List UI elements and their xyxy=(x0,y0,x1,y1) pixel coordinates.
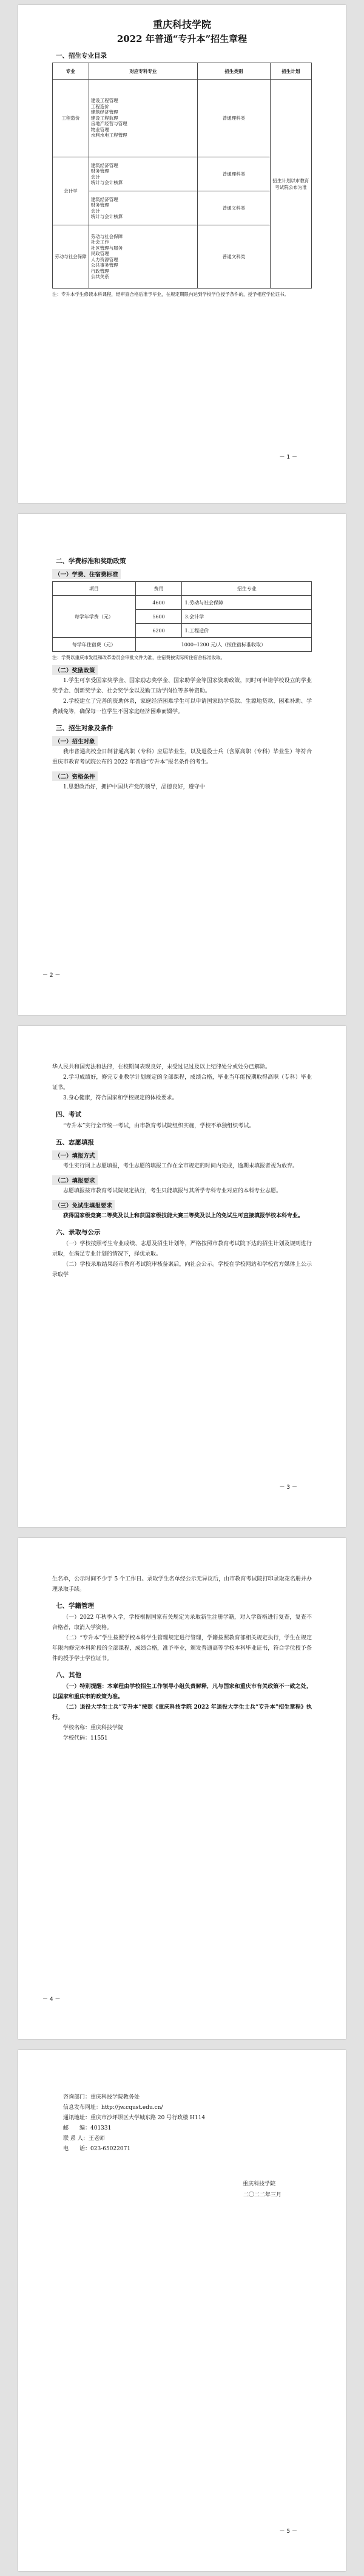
paragraph: 华人民共和国宪法和法律，在校期间表现良好，未受过记过及以上纪律处分或处分已解除。 xyxy=(52,1064,271,1070)
fee-major: 3.会计学 xyxy=(182,610,312,624)
fee-value: 6200 xyxy=(135,624,182,638)
spec-item: 社会工作 xyxy=(90,239,109,245)
paragraph: （一）学校按照考生专业成绩、志愿及招生计划等，严格按照市教育考试院下达的招生计划及规则进行录取，在满足专业计划的情况下，择优录取。 xyxy=(52,1241,312,1257)
section-3-heading: 三、招生对象及条件 xyxy=(56,725,113,732)
header-major: 专业 xyxy=(53,63,89,80)
paragraph: 获得国家级竞赛二等奖及以上和获国家级技能大赛三等奖及以上的免试生可直接填报学校本科专业。 xyxy=(63,1213,304,1219)
header-plan: 招生计划 xyxy=(270,63,311,80)
signature-org: 重庆科技学院 xyxy=(242,2181,275,2187)
fee-value: 5600 xyxy=(135,610,182,624)
paragraph: （二）“专升本”学生按照学校本科学生管理规定进行管理，学籍按照教育部相关规定执行，学生在规定年限内修完本科阶段的全部课程，成绩合格，准予毕业，颁发普通高等学校本科毕业证书，符合学位授予条件的授予学士学位证书。 xyxy=(52,1635,312,1662)
row-category: 普通文科类 xyxy=(198,225,271,289)
paragraph: 1.学生可享受国家奖学金、国家励志奖学金、国家助学金等国家资助政策，同时可申请学校设立的学业奖学金、创新奖学金、社会奖学金以及勤工助学岗位等多种资助。 xyxy=(52,678,312,694)
page-number: － 3 － xyxy=(279,1484,297,1491)
contact-line: 咨询部门：重庆科技学院教务处 xyxy=(63,2094,140,2100)
section-2-heading: 二、学费标准和奖助政策 xyxy=(56,558,126,565)
document-subtitle: 2022 年普通“专升本”招生章程 xyxy=(116,33,248,44)
spec-item: 统计与会计核算 xyxy=(90,180,123,185)
spec-item: 房地产经营与管理 xyxy=(90,121,127,127)
page-number: － 5 － xyxy=(279,2529,297,2535)
header-spec: 对应专科专业 xyxy=(89,63,197,80)
document-title: 重庆科技学院 xyxy=(152,19,211,30)
section-7-heading: 七、学籍管理 xyxy=(56,1602,94,1610)
contact-line: 信息发布网址：http://jw.cqust.edu.cn/ xyxy=(63,2105,163,2111)
page-number: － 2 － xyxy=(42,972,61,979)
section-6-heading: 六、录取与公示 xyxy=(56,1229,101,1236)
spec-item: 工程造价 xyxy=(90,103,109,109)
spec-item: 建设工程监理 xyxy=(90,115,118,121)
spec-item: 民政管理 xyxy=(90,251,109,256)
page-2 xyxy=(18,514,346,1015)
subheading-aid: （二）奖励政策 xyxy=(52,665,98,675)
row-major: 会计学 xyxy=(53,157,89,225)
row-major: 工程造价 xyxy=(53,80,89,157)
spec-item: 建筑经济管理 xyxy=(90,162,118,168)
row-spec-list xyxy=(89,225,197,289)
paragraph: （二）退役大学生士兵“专升本”按照《重庆科技学院 2022 年退役大学生士兵“专升本”招生章程》执行。 xyxy=(52,1704,312,1721)
school-code: 学校代码：11551 xyxy=(63,1735,108,1741)
fee-note: 注：学费以重庆市发展和改革委员会审批文件为准，住宿费按实际所住宿舍标准收取。 xyxy=(52,655,225,660)
signature-date: 二〇二二年三月 xyxy=(243,2192,281,2198)
spec-item: 会计 xyxy=(90,174,100,180)
table-note: 注：专升本学生修读本科课程，经审查合格后准予毕业，在规定期限内达到学校学位授予条件的，授予相应学位证书。 xyxy=(52,292,289,297)
fee-major: 1.工程造价 xyxy=(182,624,312,638)
row-spec-list xyxy=(89,157,197,191)
page-1 xyxy=(18,5,346,503)
spec-item: 建筑经济管理 xyxy=(90,109,118,115)
header-category: 招生类别 xyxy=(198,63,271,80)
spec-item: 公共事务管理 xyxy=(90,262,118,268)
fee-header-cost: 费用 xyxy=(135,582,182,596)
subheading-exempt: （三）免试生填报要求 xyxy=(52,1200,115,1210)
row-spec-list xyxy=(89,80,197,157)
spec-item: 人力资源管理 xyxy=(90,256,118,262)
table-row xyxy=(53,80,312,157)
table-row xyxy=(53,596,312,610)
page-3 xyxy=(18,1026,346,1527)
spec-item: 物业管理 xyxy=(90,126,109,132)
spec-item: 公共关系 xyxy=(90,274,109,279)
spec-item: 水利水电工程管理 xyxy=(90,132,127,138)
row-category: 普通理科类 xyxy=(198,80,271,157)
fee-value: 4600 xyxy=(135,596,182,610)
paragraph: “专升本”实行全市统一考试，由市教育考试院组织实施，学校不单独组织考试。 xyxy=(63,1123,255,1129)
contact-line: 联 系 人：王老师 xyxy=(63,2136,105,2142)
fee-row-label: 每学年学费（元） xyxy=(53,596,136,638)
paragraph: 2.学校建立了完善的资助体系，家庭经济困难学生可以申请国家助学贷款、生源地贷款、困难补助、学费减免等，确保每一位学生不因家庭经济困难而辍学。 xyxy=(52,699,312,715)
spec-item: 统计与会计核算 xyxy=(90,214,123,219)
row-category: 普通理科类 xyxy=(198,157,271,191)
page-number: － 4 － xyxy=(42,1997,61,2003)
dorm-fee: 1000--1200 元/人（按住宿标准收取） xyxy=(135,638,311,652)
dorm-label: 每学年住宿费（元） xyxy=(53,638,136,652)
spec-item: 会计 xyxy=(90,208,100,214)
spec-item: 财务管理 xyxy=(90,202,109,208)
school-name: 学校名称：重庆科技学院 xyxy=(63,1725,124,1731)
contact-line: 通讯地址：重庆市沙坪坝区大学城东路 20 号行政楼 H114 xyxy=(63,2115,206,2121)
section-1-heading: 一、招生专业目录 xyxy=(56,52,107,60)
page-number: － 1 － xyxy=(279,454,297,460)
contact-line: 邮 编：401331 xyxy=(63,2125,112,2131)
section-8-heading: 八、其他 xyxy=(56,1672,81,1679)
spec-item: 建设工程管理 xyxy=(90,98,118,104)
page-4 xyxy=(18,1538,346,2039)
fee-table-header xyxy=(53,582,312,596)
table-row xyxy=(53,638,312,652)
row-category: 普通文科类 xyxy=(198,191,271,225)
row-spec-list xyxy=(89,191,197,225)
fee-major: 1.劳动与社会保障 xyxy=(182,596,312,610)
spec-item: 劳动与社会保障 xyxy=(90,233,123,239)
fee-header-item: 项目 xyxy=(53,582,136,596)
paragraph: 考生实行网上志愿填报，考生志愿的填报工作在全市规定的时间内完成，逾期未填报者视为放弃。 xyxy=(63,1163,298,1169)
spec-item: 社区管理与服务 xyxy=(90,245,123,251)
paragraph: （一）2022 年秋季入学，学校根据国家有关规定为录取新生注册学籍，对入学资格进行复查，复查不合格者，取消入学资格。 xyxy=(52,1614,312,1631)
subheading-target: （一）招生对象 xyxy=(52,736,98,746)
contact-line: 电 话：023-65022071 xyxy=(63,2146,131,2152)
subheading-conditions: （二）资格条件 xyxy=(52,771,98,781)
paragraph: 1.思想政治好，拥护中国共产党的领导，品德良好，遵守中 xyxy=(63,784,205,790)
spec-item: 建筑经济管理 xyxy=(90,196,118,202)
paragraph: 生名单，公示时间不少于 5 个工作日。录取学生名单经公示无异议后，由市教育考试院打印录取花名册并办理录取手续。 xyxy=(52,1576,312,1593)
row-major: 劳动与社会保障 xyxy=(53,225,89,289)
subheading-method: （一）填报方式 xyxy=(52,1150,98,1160)
major-table-header xyxy=(53,63,312,80)
fee-header-major: 招生专业 xyxy=(182,582,312,596)
paragraph: 3.身心健康，符合国家和学校规定的体检要求。 xyxy=(63,1095,178,1101)
row-plan: 招生计划以市教育考试院公布为准 xyxy=(270,80,311,289)
paragraph: （二）学校录取结果经市教育考试院审核备案后，向社会公示。学校在学校网站和学校官方媒体上公示录取学 xyxy=(52,1262,312,1278)
paragraph: （一）特别提醒：本章程由学校招生工作领导小组负责解释，凡与国家和重庆市有关政策不一致之处，以国家和重庆市的政策为准。 xyxy=(52,1684,312,1700)
major-table xyxy=(52,63,312,289)
section-4-heading: 四、考试 xyxy=(56,1111,81,1118)
subheading-requirements: （二）填报要求 xyxy=(52,1175,98,1185)
spec-item: 财务管理 xyxy=(90,168,109,174)
paragraph: 2.学习成绩好，修完专业教学计划规定的全部课程，成绩合格，毕业当年能按期取得高职（专科）毕业证书。 xyxy=(52,1074,312,1091)
section-5-heading: 五、志愿填报 xyxy=(56,1139,94,1146)
paragraph: 志愿填报按市教育考试院规定执行，考生只能填报与其所学专科专业对应的本科专业志愿。 xyxy=(63,1188,282,1194)
page-5 xyxy=(18,2050,346,2571)
fee-table xyxy=(52,581,312,652)
subheading-fee: （一）学费、住宿费标准 xyxy=(52,569,121,579)
paragraph: 我市普通高校全日制普通高职（专科）应届毕业生，以及退役士兵（含原高职（专科）毕业生）等符合重庆市教育考试院公布的 2022 年普通“专升本”报名条件的考生。 xyxy=(52,749,312,765)
spec-item: 行政管理 xyxy=(90,268,109,274)
